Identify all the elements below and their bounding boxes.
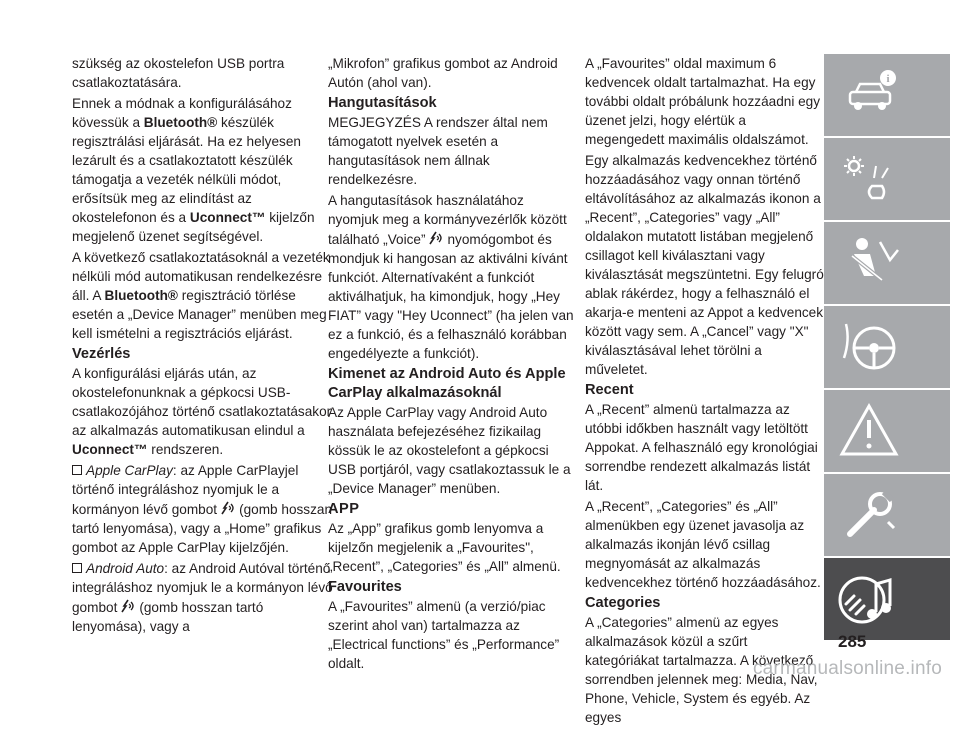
steering-wheel-icon <box>836 314 902 380</box>
paragraph: szükség az okostelefon USB portra csatlakoztatására. <box>72 56 285 90</box>
tab-lights[interactable] <box>824 138 950 220</box>
paragraph: MEGJEGYZÉS A rendszer által nem támogatott nyelvek esetén a hangutasítások nem állnak rendelkezésre. <box>328 115 548 187</box>
heading-hangutasitasok: Hangutasítások <box>328 95 437 111</box>
voice-button-icon <box>427 229 445 247</box>
page-number: 285 <box>838 632 867 651</box>
heading-categories: Categories <box>585 595 661 611</box>
lights-icon <box>836 146 902 212</box>
tab-emergency[interactable] <box>824 390 950 472</box>
paragraph: A következő csatlakoztatásoknál a vezeték nélküli mód automatikusan rendelkezésre áll. A Bluetooth® regisztráció törlése esetén a „Device Manager” menüben meg kell ismételni a regisztrációs eljárást. <box>72 250 330 341</box>
paragraph: „Mikrofon” grafikus gombot az Android Autón (ahol van). <box>328 56 558 90</box>
bullet-square-icon <box>72 563 82 573</box>
seatbelt-icon <box>836 230 902 296</box>
warning-triangle-icon <box>836 398 902 464</box>
watermark: carmanualsonline.info <box>752 658 942 679</box>
paragraph: A konfigurálási eljárás után, az okostelefonunknak a gépkocsi USB-csatlakozójához történő csatlakoztatásakor az alkalmazás automatikusan elindul a Uconnect™ rendszeren. <box>72 366 332 457</box>
paragraph: A „Recent”, „Categories” és „All” almenükben egy üzenet javasolja az alkalmazás ikonján lévő csillag megnyomását az alkalmazás kedvencekhez történő hozzáadásához. <box>585 499 821 590</box>
tab-driving[interactable] <box>824 306 950 388</box>
tab-service[interactable] <box>824 474 950 556</box>
paragraph: A „Favourites” almenü (a verzió/piac szerint ahol van) tartalmazza az „Electrical functions” és „Performance” oldalt. <box>328 599 560 671</box>
tab-car-info[interactable] <box>824 54 950 136</box>
wrench-icon <box>836 482 902 548</box>
bullet-android-auto: Android Auto: az Android Autóval történő integráláshoz nyomjuk le a kormányon lévő gombot (gomb hosszan tartó lenyomása), vagy a <box>72 561 333 634</box>
heading-kimenet: Kimenet az Android Auto és Apple CarPlay alkalmazásoknál <box>328 366 566 401</box>
paragraph: Az „App” grafikus gomb lenyomva a kijelzőn megjelenik a „Favourites", „Recent”, „Categories” és „All” almenü. <box>328 521 561 574</box>
paragraph: Egy alkalmazás kedvencekhez történő hozzáadásához vagy onnan történő eltávolításához az alkalmazás ikonon a „Recent”, „Categories” vagy „All” oldalakon mutatott listában megjelenő csillagot kell kiválasztani vagy kiválasztását megszüntetni. Egy felugró ablak rákérdez, hogy a felhasználó el akarja-e menteni az Appot a kedvencek között vagy sem. A „Cancel” vagy "X" kiválasztásával lehet törölni a műveletet. <box>585 153 824 377</box>
text-column-3 <box>585 54 825 729</box>
paragraph: A „Categories” almenü az egyes alkalmazások közül a szűrt kategóriákat tartalmazza. A következő sorrendben jelennek meg: Media, Nav, Phone, Vehicle, System és egyéb. Az egyes <box>585 615 818 725</box>
car-info-icon <box>836 62 902 128</box>
paragraph: Ennek a módnak a konfigurálásához kövessük a Bluetooth® készülék regisztrálási eljárását. Ha ez helyesen lezárult és a csatlakoztatott készülék támogatja a vezeték nélküli módot, erősítsük meg az elindítást az okostelefonon és a Uconnect™ kijelzőn megjelenő üzenet segítségével. <box>72 96 315 244</box>
tab-safety[interactable] <box>824 222 950 304</box>
svg-text:i: i <box>886 73 890 85</box>
bullet-apple-carplay: Apple CarPlay: az Apple CarPlayjel történő integráláshoz nyomjuk le a kormányon lévő gombot (gomb hosszan tartó lenyomása), vagy a „Home” grafikus gombot az Apple CarPlay kijelzőjén. <box>72 463 333 555</box>
paragraph: A „Recent” almenü tartalmazza az utóbbi időkben használt vagy letöltött Appokat. A felhasználó egy kronológiai sorrendbe rendezett alkalmazás listát lát. <box>585 402 818 493</box>
text-column-1 <box>72 54 338 638</box>
heading-favourites: Favourites <box>328 579 402 595</box>
paragraph: Az Apple CarPlay vagy Android Auto használata befejezéséhez fizikailag kössük le az okostelefont a gépkocsi USB portjáról, vagy csatlakoztassuk le a „Device Manager” menüben. <box>328 405 571 496</box>
heading-vezerles: Vezérlés <box>72 346 131 362</box>
paragraph: A „Favourites” oldal maximum 6 kedvencek oldalt tartalmazhat. Ha egy további oldalt próbálunk hozzáadni egy üzenet jelzi, hogy elértük a megengedett maximális oldalszámot. <box>585 56 821 147</box>
tab-multimedia[interactable] <box>824 558 950 640</box>
bullet-square-icon <box>72 465 82 475</box>
voice-button-icon <box>119 597 137 615</box>
text-column-2 <box>328 54 574 675</box>
heading-app: APP <box>328 501 360 517</box>
voice-button-icon <box>219 499 237 517</box>
multimedia-icon <box>836 566 902 632</box>
paragraph: A hangutasítások használatához nyomjuk meg a kormányvezérlők között található „Voice” nyomógombot és mondjuk ki hangosan az aktiválni kívánt funkciót. Alternatívaként a funkciót aktiválhatjuk, ha kimondjuk, hogy „Hey FIAT” vagy "Hey Uconnect” (ha jelen van ez a funkció, és a felhasználó korábban engedélyezte a funkciót). <box>328 193 574 361</box>
heading-recent: Recent <box>585 382 634 398</box>
chapter-tabs <box>824 54 950 614</box>
